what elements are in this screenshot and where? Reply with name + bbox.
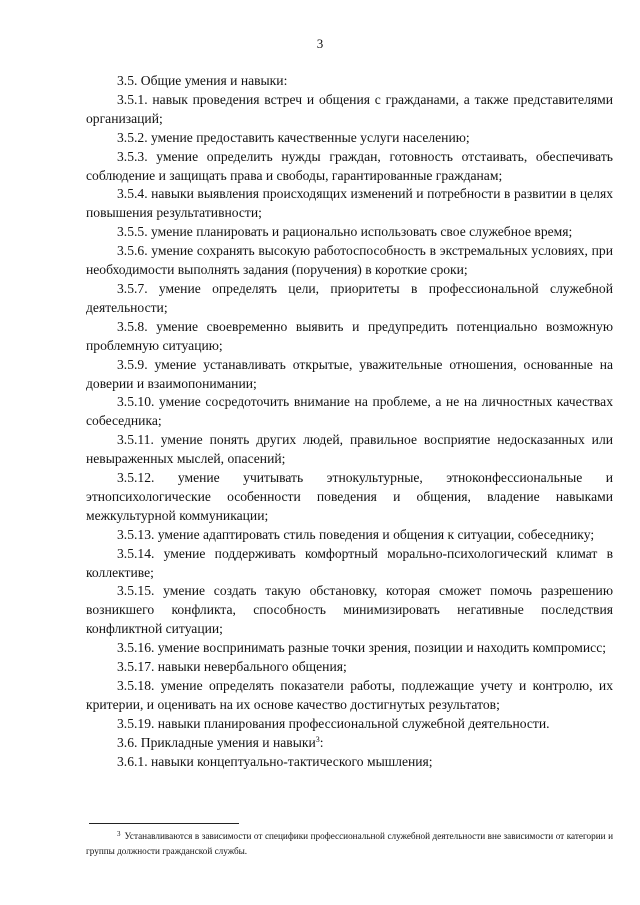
paragraph-3-5-15: 3.5.15. умение создать такую обстановку, которая сможет помочь разрешению возникшего конфликта, способность минимизировать негативные последствия конфликтной ситуации; — [86, 583, 613, 637]
paragraph-3-5-5: 3.5.5. умение планировать и рационально использовать свое служебное время; — [117, 224, 573, 240]
paragraph-3-5-3: 3.5.3. умение определить нужды граждан, готовность отстаивать, обеспечивать соблюдение и защищать права и свободы, гарантированные гражданам; — [86, 148, 613, 183]
paragraph-3-5-9: 3.5.9. умение устанавливать открытые, уважительные отношения, основанные на доверии и взаимопонимании; — [86, 356, 613, 391]
document-body — [86, 72, 613, 772]
footnote — [86, 829, 613, 859]
paragraph-3-5-11: 3.5.11. умение понять других людей, правильное восприятие недосказанных или невыраженных мыслей, опасений; — [86, 432, 613, 467]
paragraph-3-5-16: 3.5.16. умение воспринимать разные точки зрения, позиции и находить компромисс; — [117, 640, 607, 656]
paragraph-3-5-8: 3.5.8. умение своевременно выявить и предупредить потенциально возможную проблемную ситуацию; — [86, 318, 613, 353]
section-heading-3-6 — [86, 734, 613, 753]
footnote-text: Устанавливаются в зависимости от специфики профессиональной служебной деятельности вне зависимости от категории и группы должности гражданской службы. — [86, 831, 613, 856]
paragraph-3-5-13: 3.5.13. умение адаптировать стиль поведения и общения к ситуации, собеседнику; — [117, 526, 595, 542]
paragraph-3-5-7: 3.5.7. умение определять цели, приоритеты в профессиональной служебной деятельности; — [86, 280, 613, 315]
footnote-marker: 3 — [117, 830, 121, 838]
footnote-reference[interactable]: 3 — [315, 734, 320, 744]
section-heading-3-5: 3.5. Общие умения и навыки: — [117, 73, 288, 88]
paragraph-3-5-10: 3.5.10. умение сосредоточить внимание на проблеме, а не на личностных качествах собеседника; — [86, 394, 613, 429]
paragraph-3-5-1: 3.5.1. навык проведения встреч и общения с гражданами, а также представителями организаций; — [86, 91, 613, 126]
section-heading-3-6-suffix: : — [319, 734, 324, 750]
paragraph-3-5-12: 3.5.12. умение учитывать этнокультурные, этноконфессиональные и этнопсихологические особенности поведения и общения, владение навыками межкультурной коммуникации; — [86, 470, 613, 523]
footnote-divider — [89, 823, 239, 824]
page-number: 3 — [316, 36, 324, 51]
paragraph-3-5-19: 3.5.19. навыки планирования профессиональной служебной деятельности. — [117, 715, 550, 731]
paragraph-3-5-4: 3.5.4. навыки выявления происходящих изменений и потребности в развитии в целях повышения результативности; — [86, 186, 613, 221]
section-heading-3-6-text: 3.6. Прикладные умения и навыки — [117, 734, 316, 750]
paragraph-3-5-18: 3.5.18. умение определять показатели работы, подлежащие учету и контролю, их критерии, и оценивать на их основе качество достигнутых результатов; — [86, 678, 613, 712]
paragraph-3-5-14: 3.5.14. умение поддерживать комфортный морально-психологический климат в коллективе; — [86, 545, 613, 580]
paragraph-3-5-6: 3.5.6. умение сохранять высокую работоспособность в экстремальных условиях, при необходимости выполнять задания (поручения) в короткие сроки; — [86, 243, 613, 278]
paragraph-3-6-1: 3.6.1. навыки концептуально-тактического мышления; — [117, 753, 433, 769]
paragraph-3-5-2: 3.5.2. умение предоставить качественные услуги населению; — [117, 129, 470, 145]
paragraph-3-5-17: 3.5.17. навыки невербального общения; — [117, 659, 347, 675]
